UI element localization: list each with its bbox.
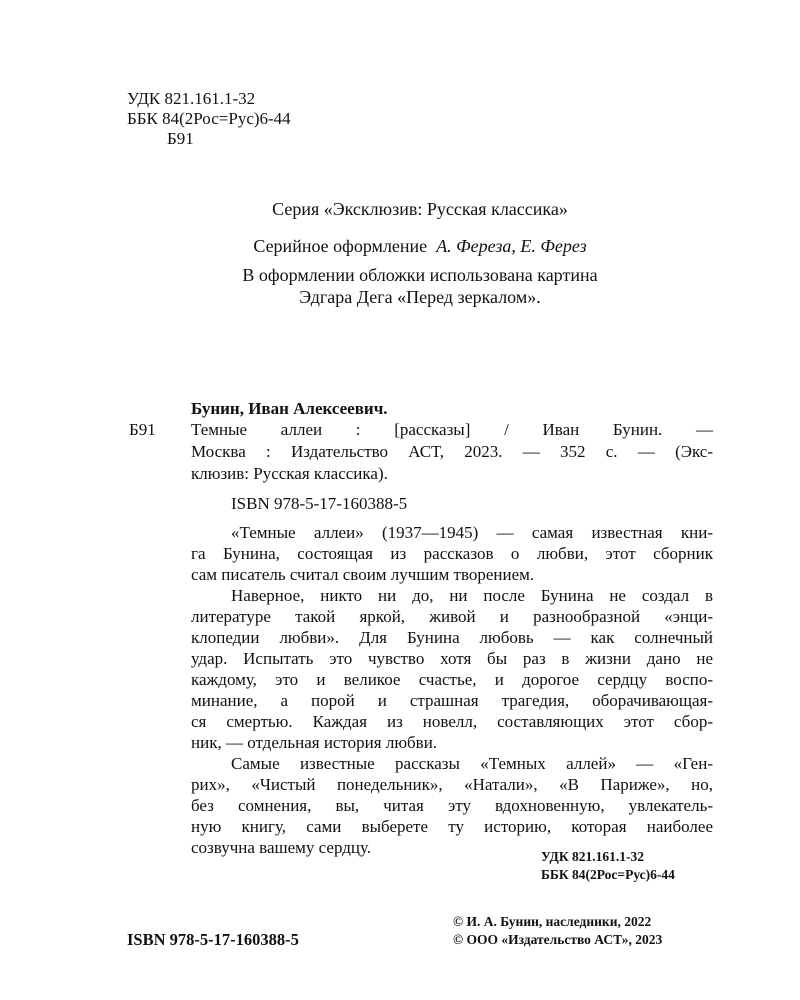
footer-isbn: ISBN 978-5-17-160388-5 [127, 930, 299, 949]
bbk-code-bottom: ББК 84(2Рос=Рус)6-44 [541, 867, 675, 882]
record-mark: Б91 [129, 420, 156, 439]
annotation-line: клопедии любви». Для Бунина любовь — как солнечный [191, 628, 713, 647]
annotation-line: удар. Испытать это чувство хотя бы раз в жизни дано не [191, 649, 713, 668]
designers: А. Фереза, Е. Ферез [436, 236, 587, 256]
record-line-2: Москва : Издательство АСТ, 2023. — 352 с. — (Экс- [191, 442, 713, 461]
annotation-line: «Темные аллеи» (1937—1945) — самая известная кни- [231, 523, 713, 542]
annotation-line: ную книгу, сами выберете ту историю, которая наиболее [191, 817, 713, 836]
annotation-line: литературе такой яркой, живой и разнообразной «энци- [191, 607, 713, 626]
record-author: Бунин, Иван Алексеевич. [191, 399, 388, 418]
annotation-line: минание, а порой и страшная трагедия, оборачивающая- [191, 691, 713, 710]
cover-note-line1: В оформлении обложки использована картина [242, 265, 598, 285]
cover-note-line2: Эдгара Дега «Перед зеркалом». [299, 287, 541, 307]
annotation-line: каждому, это и великое счастье, и дорогое сердцу воспо- [191, 670, 713, 689]
record-isbn: ISBN 978-5-17-160388-5 [231, 494, 408, 513]
copyright-publisher: © ООО «Издательство АСТ», 2023 [453, 932, 663, 947]
annotation-line: созвучна вашему сердцу. [191, 838, 372, 857]
design-credits [0, 236, 800, 257]
design-label: Серийное оформление [253, 236, 428, 256]
annotation-line: сам писатель считал своим лучшим творением. [191, 565, 535, 584]
udk-code: УДК 821.161.1-32 [127, 89, 256, 108]
annotation-line: Наверное, никто ни до, ни после Бунина не создал в [231, 586, 713, 605]
bbk-code: ББК 84(2Рос=Рус)6-44 [127, 109, 291, 128]
annotation-line: Самые известные рассказы «Темных аллей» — «Ген- [231, 754, 713, 773]
record-line-3: клюзив: Русская классика). [191, 464, 388, 483]
series-title: Серия «Эксклюзив: Русская классика» [272, 199, 568, 219]
annotation-line: ник, — отдельная история любви. [191, 733, 438, 752]
record-line-1: Темные аллеи : [рассказы] / Иван Бунин. — [191, 420, 713, 439]
copyright-author: © И. А. Бунин, наследники, 2022 [453, 914, 652, 929]
author-mark: Б91 [167, 129, 194, 148]
annotation-line: га Бунина, состоящая из рассказов о любви, этот сборник [191, 544, 713, 563]
udk-code-bottom: УДК 821.161.1-32 [541, 849, 644, 864]
annotation-line: ся смертью. Каждая из новелл, составляющих этот сбор- [191, 712, 713, 731]
annotation-line: без сомнения, вы, читая эту вдохновенную, увлекатель- [191, 796, 713, 815]
annotation-line: рих», «Чистый понедельник», «Натали», «В Париже», но, [191, 775, 713, 794]
